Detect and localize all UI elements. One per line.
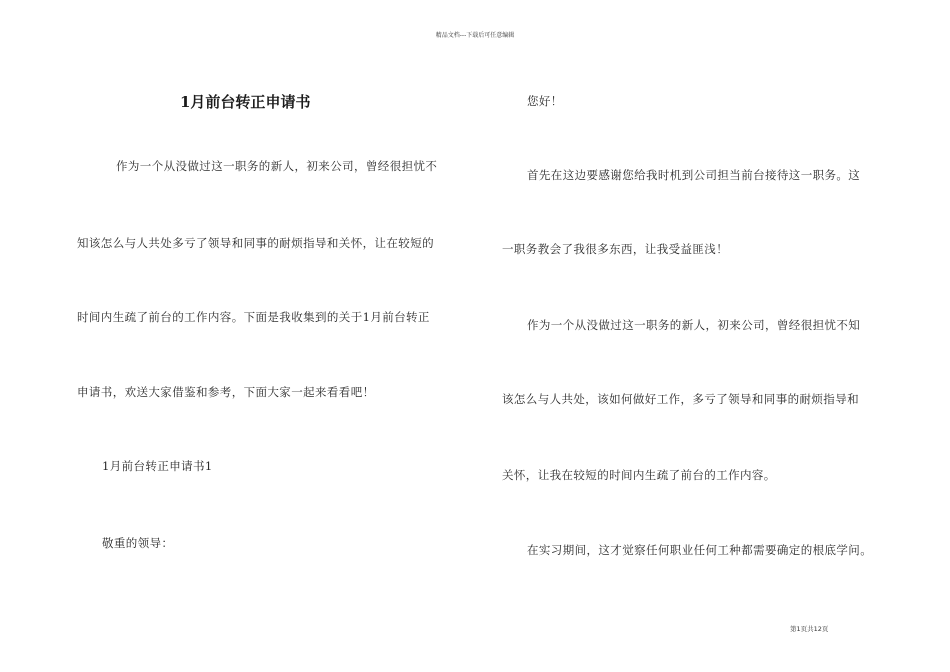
paragraph-line: 作为一个从没做过这一职务的新人，初来公司，曾经很担忧不知 <box>527 318 861 332</box>
paragraph-line: 关怀，让我在较短的时间内生疏了前台的工作内容。 <box>502 468 776 482</box>
paragraph-line: 时间内生疏了前台的工作内容。下面是我收集到的关于1月前台转正 <box>77 310 430 324</box>
paragraph-line: 一职务教会了我很多东西，让我受益匪浅！ <box>502 242 729 256</box>
document-title: 1月前台转正申请书 <box>180 93 311 111</box>
salutation: 敬重的领导： <box>102 536 174 550</box>
paragraph-line: 该怎么与人共处，该如何做好工作，多亏了领导和同事的耐烦指导和 <box>502 392 859 406</box>
paragraph-line: 首先在这边要感谢您给我时机到公司担当前台接待这一职务。这 <box>527 168 861 182</box>
paragraph-line: 申请书，欢送大家借鉴和参考，下面大家一起来看看吧！ <box>77 385 375 399</box>
paragraph-line: 在实习期间，这才觉察任何职业任何工种都需要确定的根底学问。 <box>527 543 873 557</box>
greeting: 您好！ <box>527 94 563 108</box>
paragraph-line: 作为一个从没做过这一职务的新人，初来公司，曾经很担忧不 <box>116 159 438 173</box>
page-number: 第1页共12页 <box>790 625 829 633</box>
header-note: 精品文档---下载后可任意编辑 <box>435 32 515 39</box>
paragraph-line: 知该怎么与人共处多亏了领导和同事的耐烦指导和关怀，让在较短的 <box>77 236 434 250</box>
section-heading: 1月前台转正申请书1 <box>102 459 213 473</box>
